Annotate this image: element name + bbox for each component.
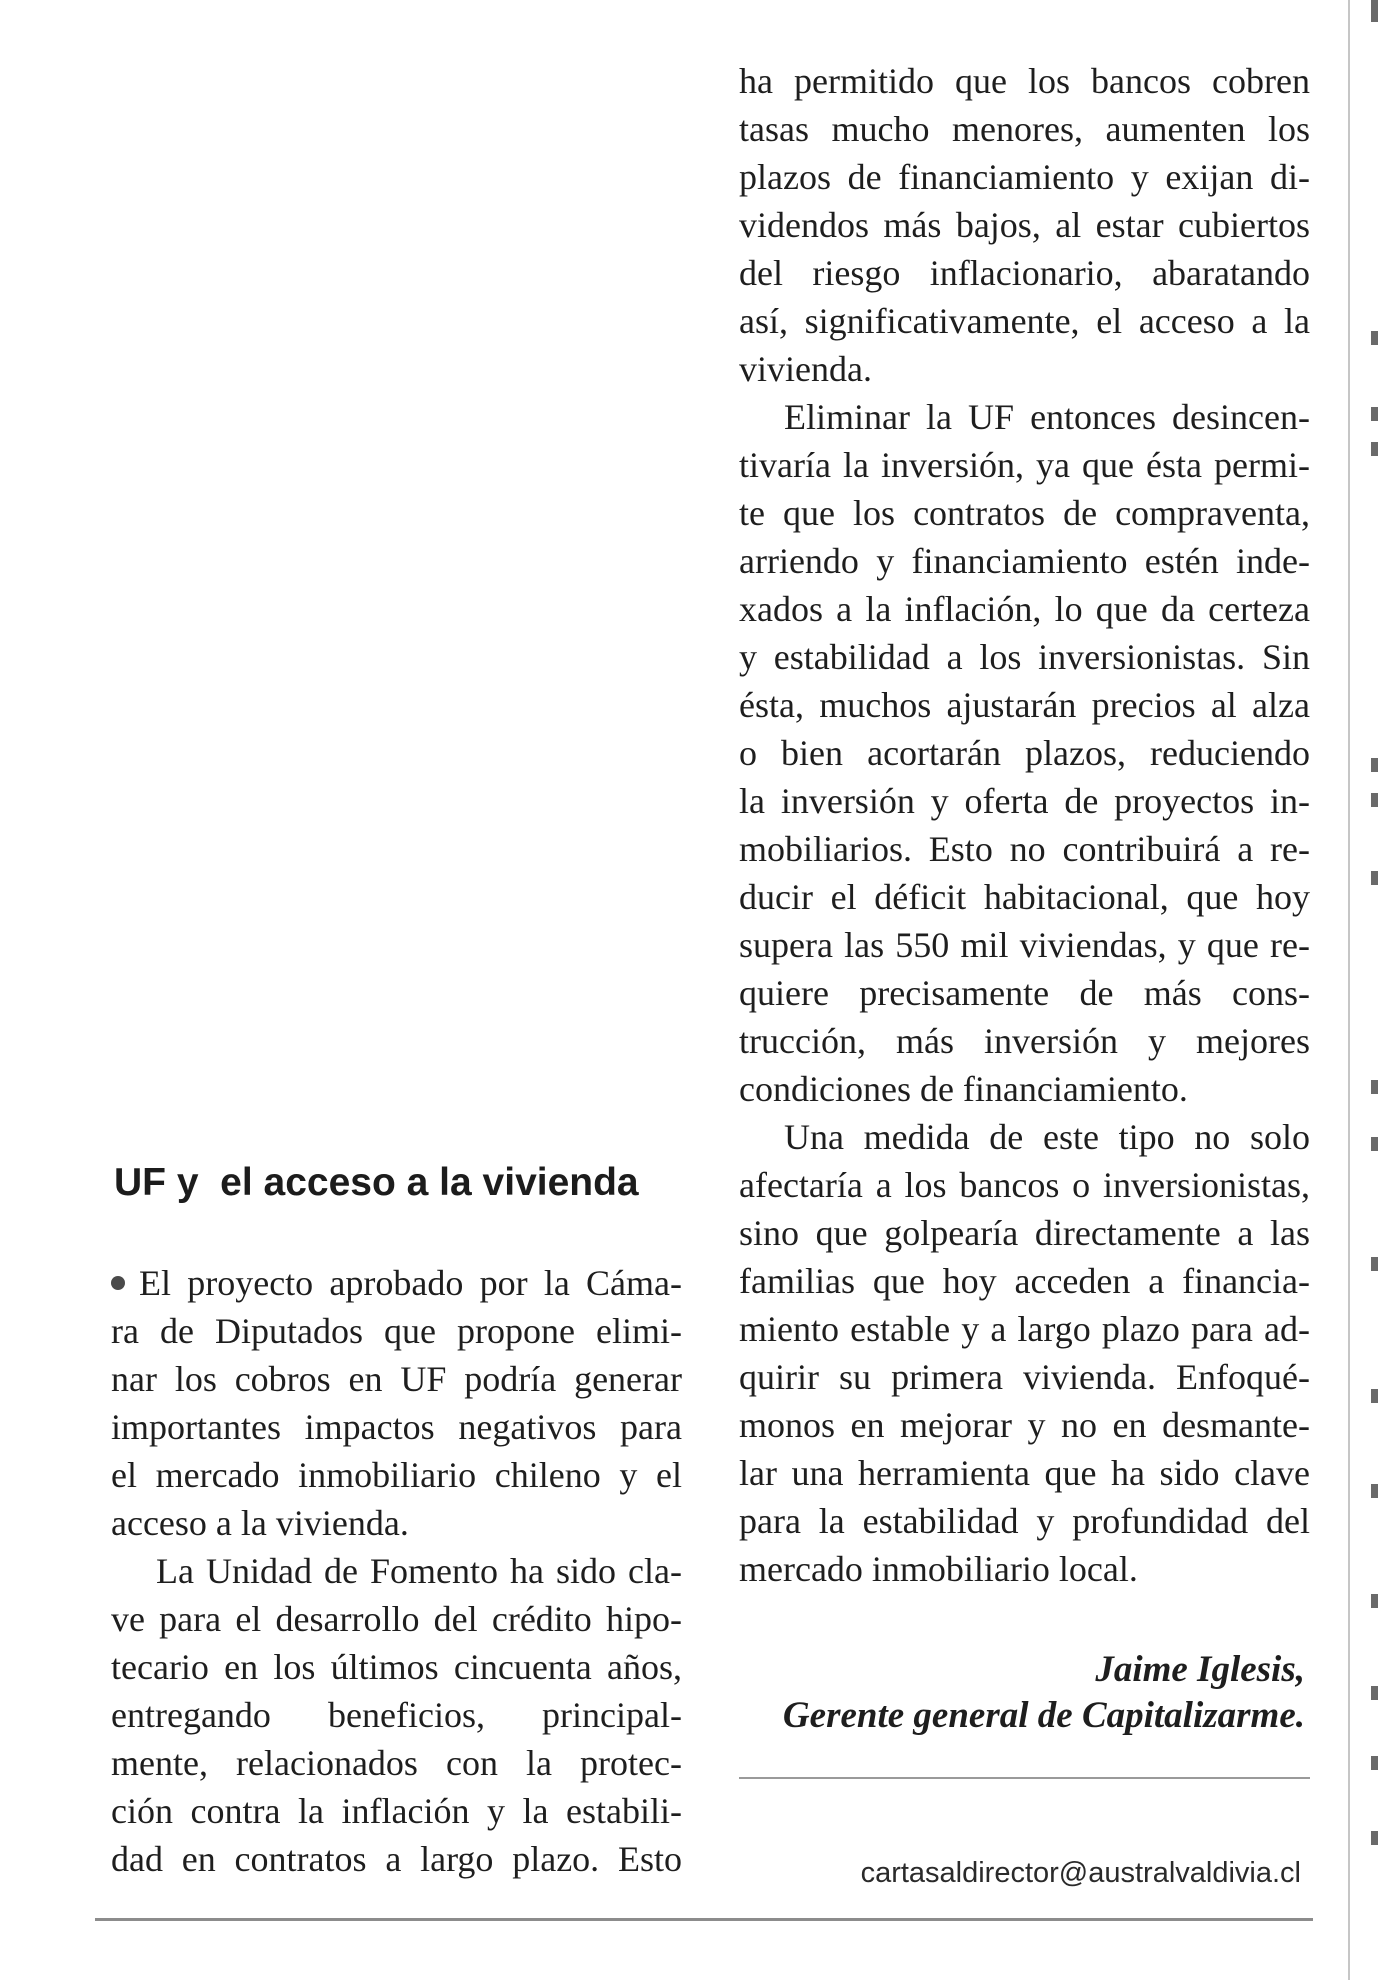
bullet-line — [111, 1259, 682, 1307]
text-line: sino que golpearía directamente a las — [739, 1213, 1310, 1253]
text-line: mobiliarios. Esto no contribuirá a re- — [739, 829, 1310, 869]
adjacent-page-fragment — [1371, 1594, 1378, 1608]
adjacent-page-fragment — [1371, 1686, 1378, 1700]
text-line: acceso a la vivienda. — [111, 1503, 409, 1543]
text-line: ésta, muchos ajustarán precios al alza — [739, 685, 1310, 725]
text-line: dad en contratos a largo plazo. Esto — [111, 1839, 682, 1879]
text-line: así, significativamente, el acceso a la — [739, 301, 1310, 341]
text-line: tivaría la inversión, ya que ésta permi- — [739, 445, 1310, 485]
left-column — [111, 1259, 682, 1883]
text-line: afectaría a los bancos o inversionistas, — [739, 1165, 1310, 1205]
text-line: vivienda. — [739, 349, 872, 389]
text-line: el mercado inmobiliario chileno y el — [111, 1455, 682, 1495]
paragraph — [739, 1113, 1310, 1593]
article-heading: UF y el acceso a la vivienda — [114, 1161, 639, 1204]
paragraph — [739, 57, 1310, 393]
text-line: mercado inmobiliario local. — [739, 1549, 1138, 1589]
adjacent-page-fragment — [1371, 793, 1378, 807]
text-line: quiere precisamente de más cons- — [739, 973, 1310, 1013]
signature-block — [739, 1647, 1305, 1739]
text-line: Una medida de este tipo no solo — [784, 1117, 1310, 1157]
adjacent-page-fragment — [1371, 871, 1378, 885]
text-line: ducir el déficit habitacional, que hoy — [739, 877, 1310, 917]
text-line: plazos de financiamiento y exijan di- — [739, 157, 1310, 197]
text-line: importantes impactos negativos para — [111, 1407, 682, 1447]
adjacent-page-fragment — [1371, 1831, 1378, 1845]
text-line: supera las 550 mil viviendas, y que re- — [739, 925, 1310, 965]
bottom-rule — [95, 1918, 1313, 1921]
text-line: ción contra la inflación y la estabili- — [111, 1791, 682, 1831]
adjacent-page-fragment — [1371, 442, 1378, 456]
text-line: trucción, más inversión y mejores — [739, 1021, 1310, 1061]
signature-name: Jaime Iglesis, — [1095, 1649, 1305, 1690]
bullet-icon — [111, 1276, 125, 1290]
text-line: miento estable y a largo plazo para ad- — [739, 1309, 1310, 1349]
adjacent-page-fragment — [1371, 331, 1378, 345]
text-line: ra de Diputados que propone elimi- — [111, 1311, 682, 1351]
text-line: tecario en los últimos cincuenta años, — [111, 1647, 682, 1687]
text-line: La Unidad de Fomento ha sido cla- — [156, 1551, 682, 1591]
signature-title: Gerente general de Capitalizarme. — [782, 1695, 1305, 1736]
adjacent-page-fragment — [1371, 0, 1378, 22]
text-line: te que los contratos de compraventa, — [739, 493, 1310, 533]
text-line: tasas mucho menores, aumenten los — [739, 109, 1310, 149]
paragraph — [739, 393, 1310, 1113]
text-line: del riesgo inflacionario, abaratando — [739, 253, 1310, 293]
right-column — [739, 57, 1310, 1593]
text-line: o bien acortarán plazos, reduciendo — [739, 733, 1310, 773]
adjacent-page-fragment — [1371, 1756, 1378, 1770]
contact-email: cartasaldirector@australvaldivia.cl — [860, 1857, 1301, 1889]
adjacent-page-fragment — [1371, 758, 1378, 772]
text-line: para la estabilidad y profundidad del — [739, 1501, 1310, 1541]
text-line: quirir su primera vivienda. Enfoqué- — [739, 1357, 1310, 1397]
signature-separator-rule — [739, 1777, 1310, 1779]
text-line: monos en mejorar y no en desmante- — [739, 1405, 1310, 1445]
text-line: entregando beneficios, principal- — [111, 1695, 682, 1735]
text-line: lar una herramienta que ha sido clave — [739, 1453, 1310, 1493]
text-line: ve para el desarrollo del crédito hipo- — [111, 1599, 682, 1639]
adjacent-page-fragment — [1371, 1484, 1378, 1498]
text-line: mente, relacionados con la protec- — [111, 1743, 682, 1783]
adjacent-page-fragment — [1371, 407, 1378, 421]
text-line: y estabilidad a los inversionistas. Sin — [739, 637, 1310, 677]
paragraph — [111, 1547, 682, 1883]
adjacent-page-fragment — [1371, 1080, 1378, 1094]
adjacent-page-fragment — [1371, 1389, 1378, 1403]
adjacent-page-fragment — [1371, 1257, 1378, 1271]
text-line: familias que hoy acceden a financia- — [739, 1261, 1310, 1301]
text-line: nar los cobros en UF podría generar — [111, 1359, 682, 1399]
text-line: arriendo y financiamiento estén inde- — [739, 541, 1310, 581]
text-line: ha permitido que los bancos cobren — [739, 61, 1310, 101]
paragraph — [111, 1259, 682, 1547]
text-line: Eliminar la UF entonces desincen- — [784, 397, 1310, 437]
text-line: videndos más bajos, al estar cubiertos — [739, 205, 1310, 245]
text-line: la inversión y oferta de proyectos in- — [739, 781, 1310, 821]
text-line: xados a la inflación, lo que da certeza — [739, 589, 1310, 629]
text-line: El proyecto aprobado por la Cáma- — [139, 1263, 682, 1303]
page-edge-line — [1348, 0, 1350, 1980]
adjacent-page-fragment — [1371, 1137, 1378, 1151]
text-line: condiciones de financiamiento. — [739, 1069, 1188, 1109]
